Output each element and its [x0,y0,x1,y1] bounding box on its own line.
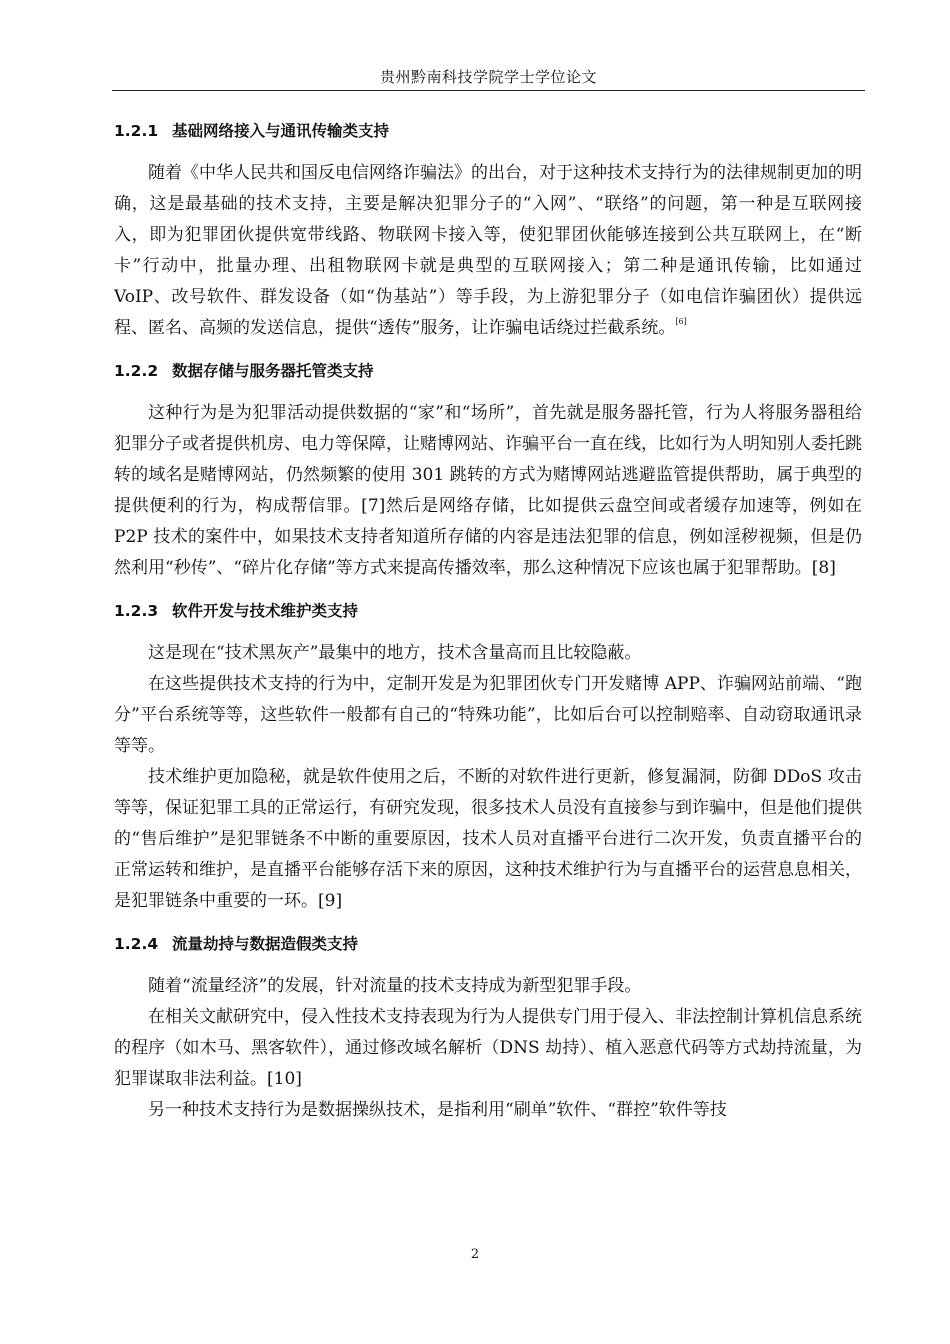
section-heading [114,356,862,398]
section-1-2-3 [114,596,862,917]
section-title: 软件开发与技术维护类支持 [172,602,359,620]
document-body [114,116,862,1138]
paragraph: 随着“流量经济”的发展，针对流量的技术支持成为新型犯罪手段。 [148,976,642,996]
section-number: 1.2.4 [114,935,159,953]
section-1-2-4 [114,929,862,1126]
section-heading [114,596,862,638]
paragraph [114,158,862,344]
section-1-2-1 [114,116,862,344]
page-number: 2 [470,1247,480,1262]
header-rule [112,90,865,91]
section-heading [114,929,862,971]
citation-superscript: [6] [675,317,687,326]
section-title: 数据存储与服务器托管类支持 [172,362,374,380]
paragraph: 这种行为是为犯罪活动提供数据的“家”和“场所”，首先就是服务器托管，行为人将服务器租给犯罪分子或者提供机房、电力等保障，让赌博网站、诈骗平台一直在线，比如行为人明知别人委托跳转的域名是赌博网站，仍然频繁的使用 301 跳转的方式为赌博网站逃避监管提供帮助，属于典型的提供便利的行为，构成帮信罪。[7]然后是网络存储，比如提供云盘空间或者缓存加速等，例如在 P2P 技术的案件中，如果技术支持者知道所存储的内容是违法犯罪的信息，例如淫秽视频，但是仍然利用“秒传”、“碎片化存储”等方式来提高传播效率，那么这种情况下应该也属于犯罪帮助。[8] [114,403,862,578]
paragraph: 另一种技术支持行为是数据操纵技术，是指利用“刷单”软件、“群控”软件等技 [148,1100,727,1120]
paragraph: 技术维护更加隐秘，就是软件使用之后，不断的对软件进行更新，修复漏洞，防御 DDoS 攻击等等，保证犯罪工具的正常运行，有研究发现，很多技术人员没有直接参与到诈骗中，但是他们提供的“售后维护”是犯罪链条不中断的重要原因，技术人员对直播平台进行二次开发，负责直播平台的正常运转和维护，是直播平台能够存活下来的原因，这种技术维护行为与直播平台的运营息息相关，是犯罪链条中重要的一环。[9] [114,767,862,911]
paragraph: 在这些提供技术支持的行为中，定制开发是为犯罪团伙专门开发赌博 APP、诈骗网站前端、“跑分”平台系统等等，这些软件一般都有自己的“特殊功能”，比如后台可以控制赔率、自动窃取通讯录等等。 [114,674,862,756]
section-title: 基础网络接入与通讯传输类支持 [172,122,390,140]
section-heading [114,116,862,158]
paragraph-text: 随着《中华人民共和国反电信网络诈骗法》的出台，对于这种技术支持行为的法律规制更加的明确，这是最基础的技术支持，主要是解决犯罪分子的“入网”、“联络”的问题，第一种是互联网接入，即为犯罪团伙提供宽带线路、物联网卡接入等，使犯罪团伙能够连接到公共互联网上，在“断卡”行动中，批量办理、出租物联网卡就是典型的互联网接入；第二种是通讯传输，比如通过 VoIP、改号软件、群发设备（如“伪基站”）等手段，为上游犯罪分子（如电信诈骗团伙）提供远程、匿名、高频的发送信息，提供“透传”服务，让诈骗电话绕过拦截系统。 [114,163,862,338]
section-number: 1.2.2 [114,362,159,380]
section-1-2-2 [114,356,862,584]
section-number: 1.2.1 [114,122,159,140]
section-number: 1.2.3 [114,602,159,620]
page-header: 贵州黔南科技学院学士学位论文 [379,68,597,86]
section-title: 流量劫持与数据造假类支持 [172,935,359,953]
paragraph: 这是现在“技术黑灰产”最集中的地方，技术含量高而且比较隐蔽。 [148,643,642,663]
paragraph: 在相关文献研究中，侵入性技术支持表现为行为人提供专门用于侵入、非法控制计算机信息系统的程序（如木马、黑客软件），通过修改域名解析（DNS 劫持）、植入恶意代码等方式劫持流量，为犯罪谋取非法利益。[10] [114,1007,862,1089]
